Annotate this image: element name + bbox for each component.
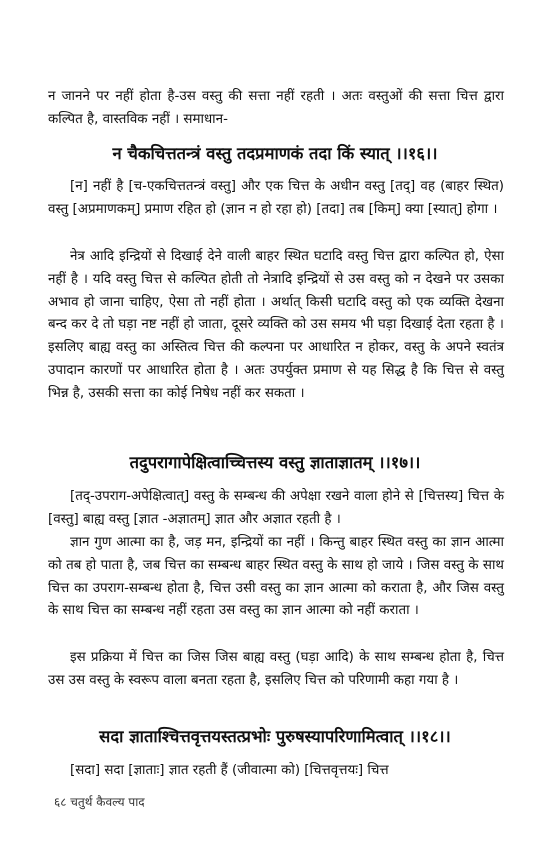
- paragraph-sutra16-meaning: [न] नहीं है [च-एकचित्ततन्त्रं वस्तु] और एक चित्त के अधीन वस्तु [तद्] वह (बाहर स्थित) वस्तु [अप्रमाणकम्] प्रमाण रहित हो (ज्ञान न हो रहा हो) [तदा] तब [किम्] क्या [स्यात्] होगा ।: [48, 179, 504, 217]
- paragraph-sutra17-explanation: ज्ञान गुण आत्मा का है, जड़ मन, इन्द्रियों का नहीं । किन्तु बाहर स्थित वस्तु का ज्ञान आत्मा को तब हो पाता है, जब चित्त का सम्बन्ध बाहर स्थित वस्तु के साथ हो जाये । जिस वस्तु के साथ चित्त का उपराग-सम्बन्ध होता है, चित्त उसी वस्तु का ज्ञान आत्मा को कराता है, और जिस वस्तु के साथ चित्त का सम्बन्ध नहीं रहता उस वस्तु का ज्ञान आत्मा को नहीं कराता ।: [48, 535, 504, 619]
- sutra-18-heading: सदा ज्ञाताश्चित्तवृत्तयस्तत्प्रभोः पुरुषस्यापरिणामित्वात् ।।१८।।: [99, 727, 451, 746]
- paragraph-intro: न जानने पर नहीं होता है-उस वस्तु की सत्ता नहीं रहती । अतः वस्तुओं की सत्ता चित्त द्वारा कल्पित है, वास्तविक नहीं । समाधान-: [48, 89, 504, 127]
- paragraph-sutra18-meaning: [सदा] सदा [ज्ञाताः] ज्ञात रहती हैं (जीवात्मा को) [चित्तवृत्तयः] चित्त: [70, 763, 389, 778]
- sutra-16-heading: न चैकचित्ततन्त्रं वस्तु तदप्रमाणकं तदा किं स्यात् ।।१६।।: [112, 144, 438, 163]
- paragraph-sutra17-meaning: [तद्-उपराग-अपेक्षित्वात्] वस्तु के सम्बन्ध की अपेक्षा रखने वाला होने से [चित्तस्य] चित्त के [वस्तु] बाह्य वस्तु [ज्ञात -अज्ञातम्] ज्ञात और अज्ञात रहती है ।: [48, 489, 504, 527]
- paragraph-sutra17-process: इस प्रक्रिया में चित्त का जिस जिस बाह्य वस्तु (घड़ा आदि) के साथ सम्बन्ध होता है, चित्त उस उस वस्तु के स्वरूप वाला बनता रहता है, इसलिए चित्त को परिणामी कहा गया है ।: [48, 650, 504, 688]
- sutra-17-heading: तदुपरागापेक्षित्वाच्चित्तस्य वस्तु ज्ञाताज्ञातम् ।।१७।।: [129, 453, 421, 472]
- page-footer: ६८ चतुर्थ कैवल्य पाद: [54, 795, 145, 809]
- paragraph-sutra16-explanation: नेत्र आदि इन्द्रियों से दिखाई देने वाली बाहर स्थित घटादि वस्तु चित्त द्वारा कल्पित हो, ऐसा नहीं है । यदि वस्तु चित्त से कल्पित होती तो नेत्रादि इन्द्रियों से उस वस्तु को न देखने पर उसका अभाव हो जाना चाहिए, ऐसा तो नहीं होता । अर्थात् किसी घटादि वस्तु को एक व्यक्ति देखना बन्द कर दे तो घड़ा नष्ट नहीं हो जाता, दूसरे व्यक्ति को उस समय भी घड़ा दिखाई देता रहता है । इसलिए बाह्य वस्तु का अस्तित्व चित्त की कल्पना पर आधारित न होकर, वस्तु के अपने स्वतंत्र उपादान कारणों पर आधारित होता है । अतः उपर्युक्त प्रमाण से यह सिद्ध है कि चित्त से वस्तु भिन्न है, उसकी सत्ता का कोई निषेध नहीं कर सकता ।: [48, 249, 504, 401]
